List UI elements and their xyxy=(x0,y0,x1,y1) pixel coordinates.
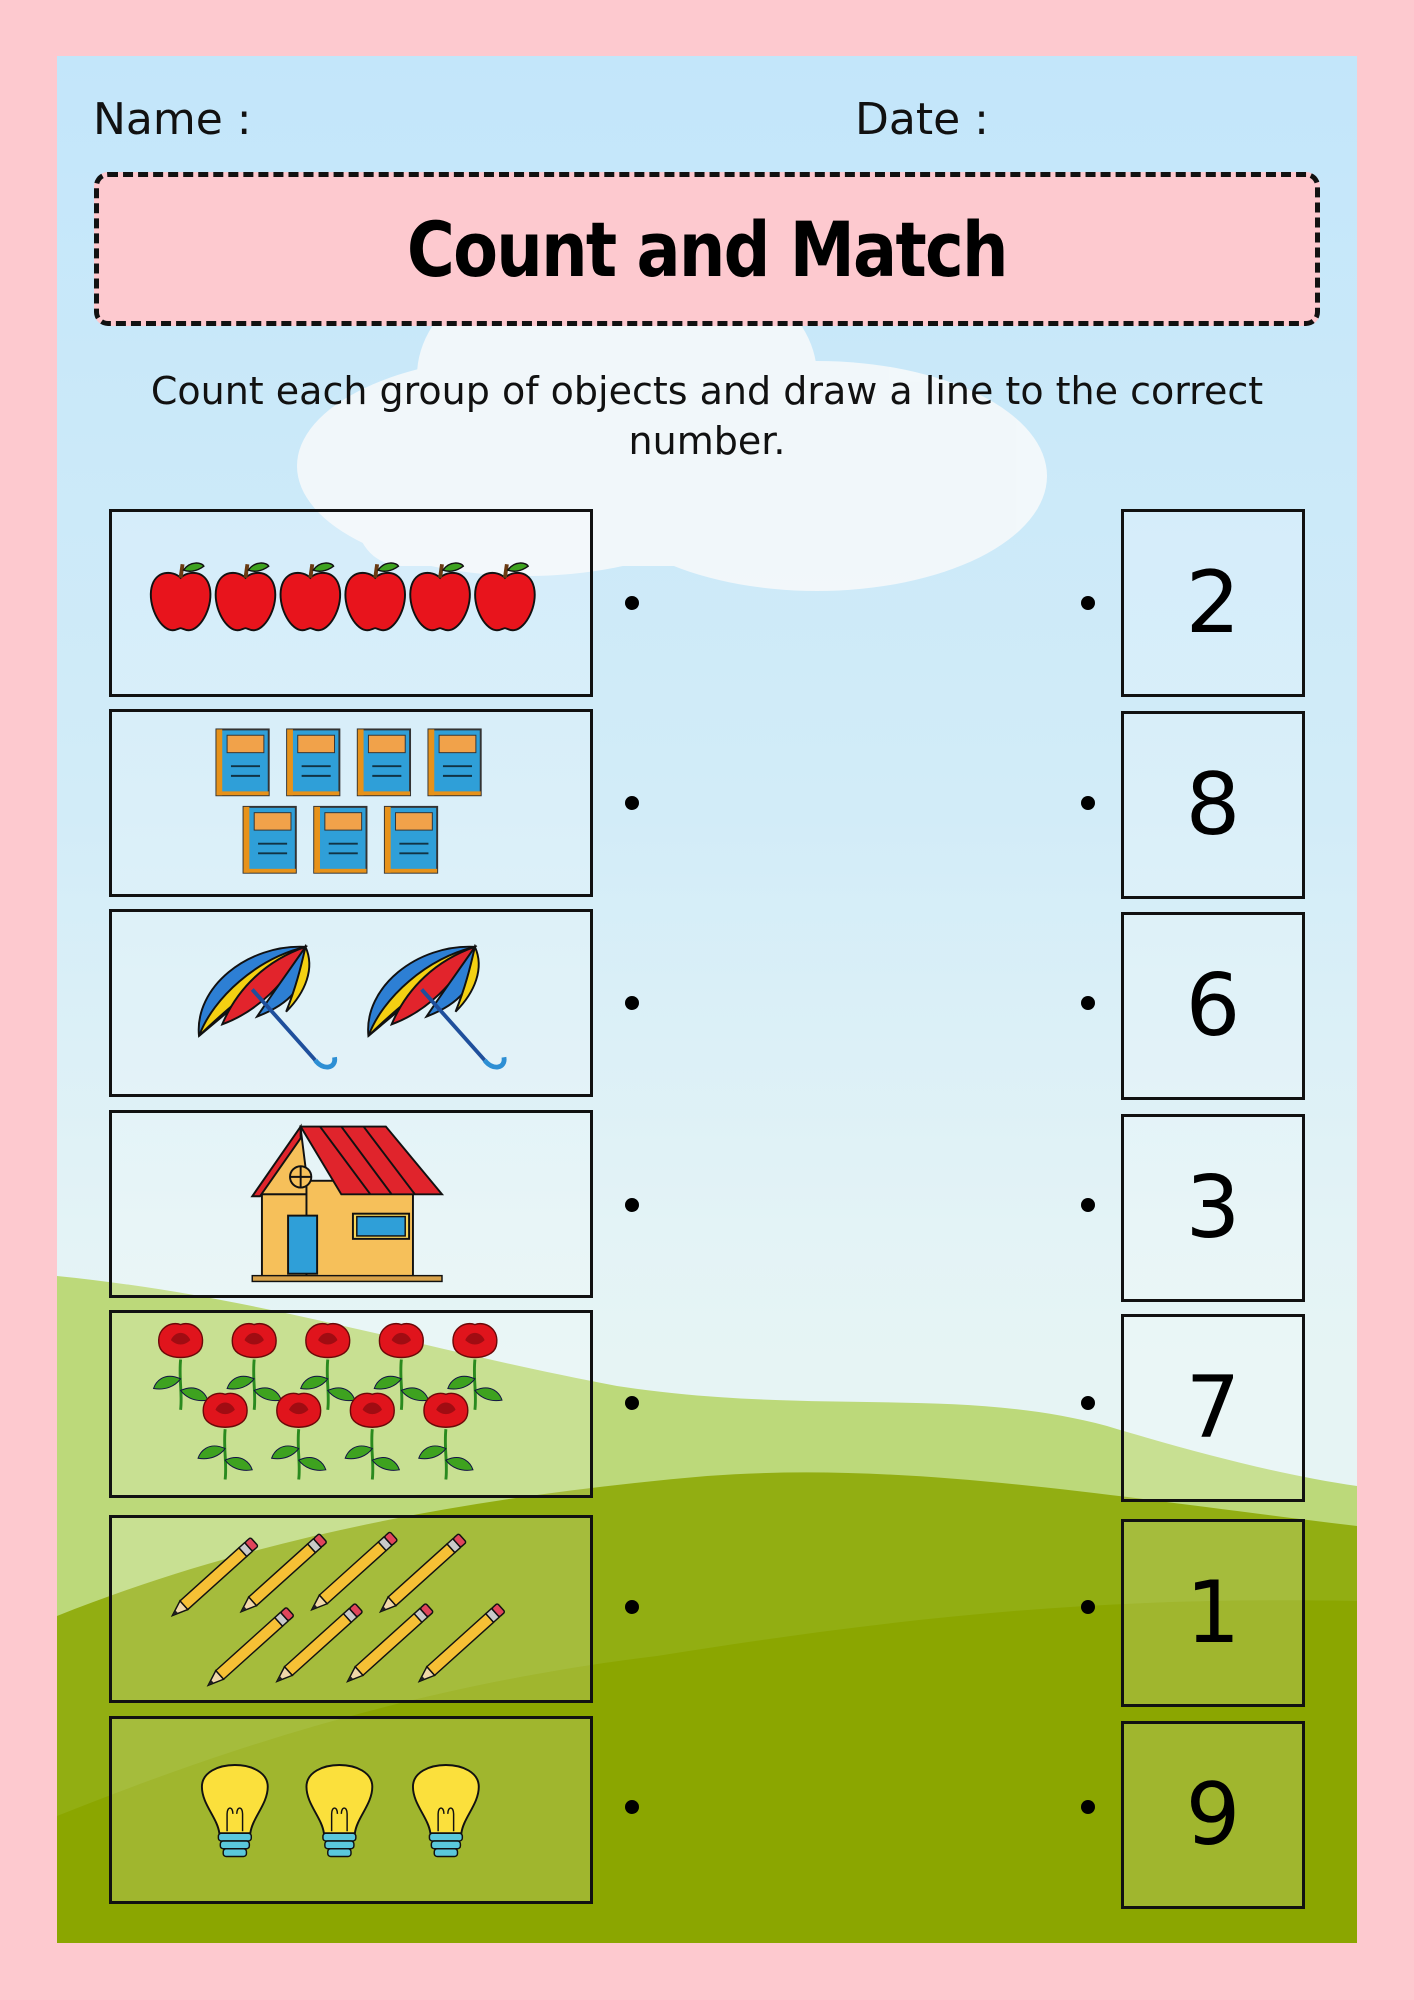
left-match-dot[interactable] xyxy=(625,796,639,810)
rose-icon xyxy=(154,1324,208,1410)
object-group-house xyxy=(109,1110,593,1298)
rose-icon xyxy=(419,1393,473,1479)
lightbulb-group xyxy=(112,1719,590,1901)
number-box: 8 xyxy=(1121,711,1305,899)
left-match-dot[interactable] xyxy=(625,1198,639,1212)
worksheet-page xyxy=(57,56,1357,1943)
apple-group xyxy=(112,512,590,694)
book-icon xyxy=(385,807,437,873)
book-group xyxy=(112,712,590,894)
lightbulb-icon xyxy=(202,1765,268,1856)
book-icon xyxy=(428,729,480,795)
umbrella-icon xyxy=(368,947,504,1067)
right-match-dot[interactable] xyxy=(1081,596,1095,610)
book-icon xyxy=(287,729,339,795)
object-group-lightbulbs xyxy=(109,1716,593,1904)
title-banner xyxy=(94,172,1320,326)
rose-group xyxy=(112,1313,590,1495)
umbrella-group xyxy=(112,912,590,1094)
instructions-text: Count each group of objects and draw a line to the correct number. xyxy=(150,369,1264,463)
date-label: Date : xyxy=(855,94,989,145)
house-icon xyxy=(252,1127,442,1282)
number-box: 3 xyxy=(1121,1114,1305,1302)
rose-icon xyxy=(198,1393,252,1479)
rose-icon xyxy=(345,1393,399,1479)
lightbulb-icon xyxy=(306,1765,372,1856)
left-match-dot[interactable] xyxy=(625,596,639,610)
right-match-dot[interactable] xyxy=(1081,1198,1095,1212)
object-group-umbrellas xyxy=(109,909,593,1097)
apple-icon xyxy=(216,563,276,630)
left-match-dot[interactable] xyxy=(625,1800,639,1814)
lightbulb-icon xyxy=(413,1765,479,1856)
object-group-pencils xyxy=(109,1515,593,1703)
book-icon xyxy=(216,729,268,795)
object-group-roses xyxy=(109,1310,593,1498)
apple-icon xyxy=(151,563,211,630)
apple-icon xyxy=(475,563,535,630)
apple-icon xyxy=(281,563,341,630)
left-match-dot[interactable] xyxy=(625,996,639,1010)
number-box: 1 xyxy=(1121,1519,1305,1707)
house-group xyxy=(112,1113,590,1295)
left-match-dot[interactable] xyxy=(625,1396,639,1410)
number-box: 7 xyxy=(1121,1314,1305,1502)
right-match-dot[interactable] xyxy=(1081,1800,1095,1814)
number-box: 9 xyxy=(1121,1721,1305,1909)
umbrella-icon xyxy=(199,947,335,1067)
right-match-dot[interactable] xyxy=(1081,796,1095,810)
number-box: 2 xyxy=(1121,509,1305,697)
right-match-dot[interactable] xyxy=(1081,1600,1095,1614)
object-group-apples xyxy=(109,509,593,697)
name-label: Name : xyxy=(93,94,252,145)
right-match-dot[interactable] xyxy=(1081,996,1095,1010)
apple-icon xyxy=(410,563,470,630)
object-group-books xyxy=(109,709,593,897)
rose-icon xyxy=(272,1393,326,1479)
book-icon xyxy=(358,729,410,795)
pencil-group xyxy=(112,1518,590,1700)
apple-icon xyxy=(345,563,405,630)
right-match-dot[interactable] xyxy=(1081,1396,1095,1410)
book-icon xyxy=(244,807,296,873)
number-box: 6 xyxy=(1121,912,1305,1100)
left-match-dot[interactable] xyxy=(625,1600,639,1614)
page-title: Count and Match xyxy=(407,204,1007,294)
book-icon xyxy=(314,807,366,873)
